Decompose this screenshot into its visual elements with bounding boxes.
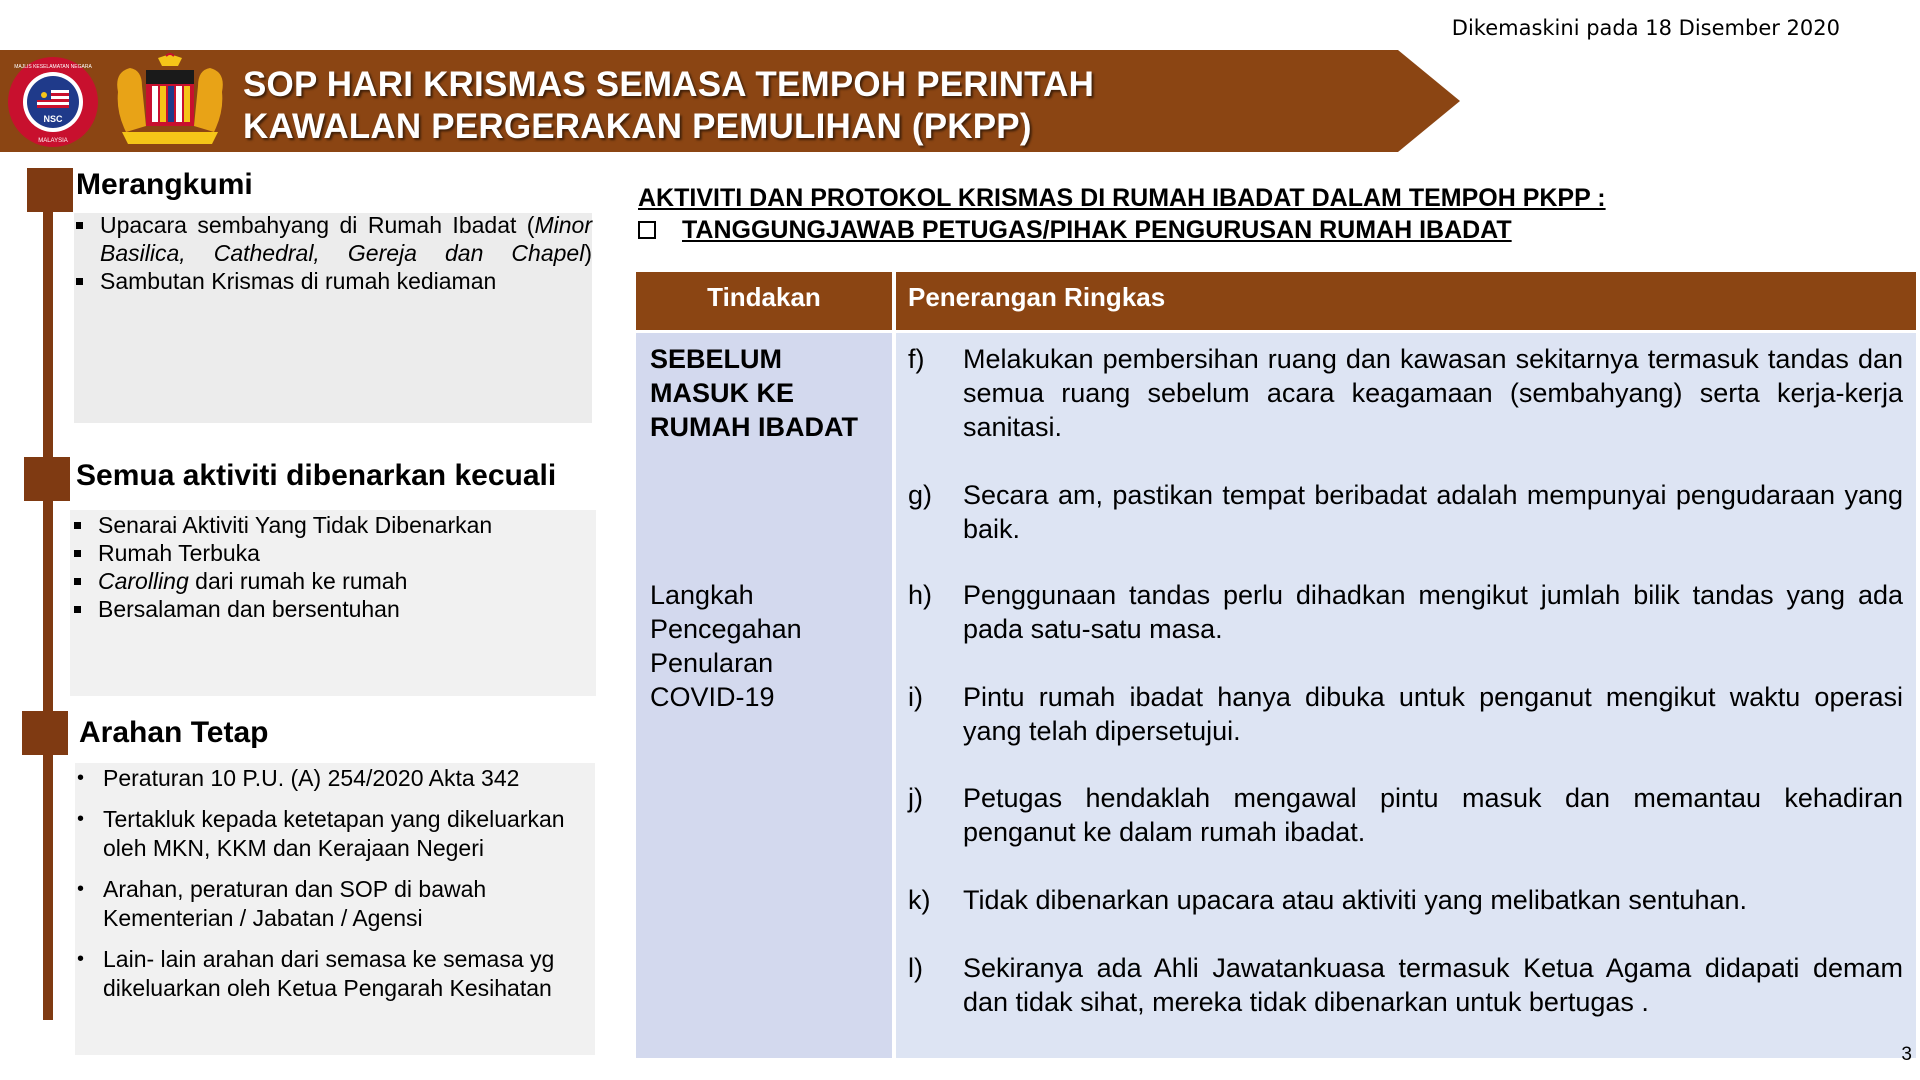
nsc-logo-ring-top: MAJLIS KESELAMATAN NEGARA [14,64,92,70]
table-row [908,781,1903,849]
arahan-title: Arahan Tetap [79,716,269,749]
item-text: Penggunaan tandas perlu dihadkan mengikut jumlah bilik tandas yang ada pada satu-satu masa. [963,580,1903,644]
item-text: Melakukan pembersihan ruang dan kawasan sekitarnya termasuk tandas dan semua ruang sebelum acara keagamaan (sembahyang) serta kerja-kerja sanitasi. [963,344,1903,442]
item-label: k) [908,885,931,915]
table-row [908,951,1903,1019]
table-row [908,342,1903,444]
table-row [908,478,1903,546]
item-text: Sekiranya ada Ahli Jawatankuasa termasuk Ketua Agama didapati demam dan tidak sihat, mereka tidak dibenarkan untuk bertugas . [963,953,1903,1017]
nsc-logo-ring-bottom: MALAYSIA [38,138,68,144]
tindakan-description: Langkah Pencegahan Penularan COVID-19 [650,580,802,712]
item-label: g) [908,480,933,510]
nsc-logo [4,56,102,148]
item-label: i) [908,682,923,712]
timeline-bar [43,205,53,1020]
item-label: j) [908,783,923,813]
kecuali-list [70,511,590,623]
list-item: • Lain- lain arahan dari semasa ke semasa yg dikeluarkan oleh Ketua Pengarah Kesihatan [73,945,593,1003]
item-text: Tidak dibenarkan upacara atau aktiviti yang melibatkan sentuhan. [963,885,1747,915]
list-item: Bersalaman dan bersentuhan [70,595,590,623]
list-item: Senarai Aktiviti Yang Tidak Dibenarkan [70,511,590,539]
timeline-marker [24,457,70,501]
item-text: Pintu rumah ibadat hanya dibuka untuk penganut mengikut waktu operasi yang telah dipersetujui. [963,682,1903,746]
page-title-line2: KAWALAN PERGERAKAN PEMULIHAN (PKPP) [243,107,1032,146]
table-header-penerangan: Penerangan Ringkas [896,272,1916,330]
list-item: • Peraturan 10 P.U. (A) 254/2020 Akta 342 [73,764,593,793]
item-text: Petugas hendaklah mengawal pintu masuk dan memantau kehadiran penganut ke dalam rumah ibadat. [963,783,1903,847]
table-row [908,578,1903,646]
timeline-marker [27,168,73,212]
page-number: 3 [1901,1044,1912,1065]
sub-heading: TANGGUNGJAWAB PETUGAS/PIHAK PENGURUSAN RUMAH IBADAT [682,216,1512,244]
main-heading: AKTIVITI DAN PROTOKOL KRISMAS DI RUMAH IBADAT DALAM TEMPOH PKPP : [638,184,1606,212]
updated-date: Dikemaskini pada 18 Disember 2020 [1451,16,1840,40]
tindakan-stage: SEBELUM MASUK KE RUMAH IBADAT [650,344,858,442]
item-text: Secara am, pastikan tempat beribadat adalah mempunyai pengudaraan yang baik. [963,480,1903,544]
table-row [908,680,1903,748]
kecuali-title: Semua aktiviti dibenarkan kecuali [76,459,557,492]
list-item: • Tertakluk kepada ketetapan yang dikeluarkan oleh MKN, KKM dan Kerajaan Negeri [73,805,593,863]
list-item: Sambutan Krismas di rumah kediaman [72,267,592,295]
merangkumi-title: Merangkumi [76,168,253,201]
merangkumi-list [72,211,592,295]
list-item: Rumah Terbuka [70,539,590,567]
item-label: f) [908,344,925,374]
timeline-marker [22,711,68,755]
page-title-line1: SOP HARI KRISMAS SEMASA TEMPOH PERINTAH [243,65,1095,104]
table-header-tindakan: Tindakan [636,272,892,330]
list-item: Carolling dari rumah ke rumah [70,567,590,595]
list-item: • Arahan, peraturan dan SOP di bawah Kementerian / Jabatan / Agensi [73,875,593,933]
item-label: h) [908,580,933,610]
list-item: Upacara sembahyang di Rumah Ibadat (Minor Basilica, Cathedral, Gereja dan Chapel) [72,211,592,267]
table-row [908,883,1903,917]
arahan-list [73,764,593,1015]
checkbox-bullet-icon [638,221,656,239]
nsc-logo-text: NSC [43,114,63,124]
item-label: l) [908,953,923,983]
coat-of-arms-logo [108,52,232,148]
page-title [243,64,1094,148]
